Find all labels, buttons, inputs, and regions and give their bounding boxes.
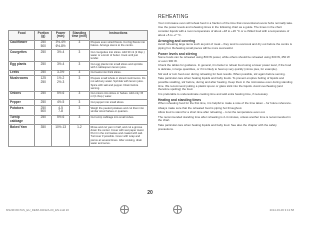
section-heading: Arranging and covering — [158, 38, 196, 43]
standing-time-cell: 3 — [70, 61, 89, 70]
food-cell: Baked Yam — [9, 125, 35, 147]
food-cell: Leeks — [9, 70, 35, 76]
instructions-cell: Rinse and cut yam in half, and cut a groove down the center. Cover with wet paper towel. Put it in the microwave and coated with salt. Turnover if possible. Cover with wrap and pierce at several times. After cooking, drain water and serve. — [89, 125, 147, 147]
instructions-cell: Weigh the peeled potatoes and cut them into similar sized halves or quarters. — [89, 106, 147, 116]
instructions-cell: Prepare even sized florets. Cut big florets into halves. Arrange stems to the centre. — [89, 40, 147, 50]
portion-cell: 250 — [35, 70, 52, 76]
section-paragraph: Avoid reheating large items such as joint of meat – they tend to overcook and dry out before the centre is piping hot. Reheating small pieces will be more successful. — [158, 42, 292, 50]
section-paragraph: Some foods can be reheated using 800 W power, while others should be reheated using 600 W, 450 W or even 300 W. — [158, 55, 290, 63]
standing-time-cell: 3 — [70, 100, 89, 106]
power-time-cell: 3½-4½ 6½-8½ — [52, 40, 70, 50]
food-cell: Onions — [9, 91, 35, 100]
portion-cell: 250 — [35, 61, 52, 70]
reheating-section — [158, 14, 293, 132]
power-time-cell: 3-3½ — [52, 70, 70, 76]
power-time-cell: 1½-2 2½-3 — [52, 76, 70, 91]
table-row — [9, 50, 148, 62]
food-cell: Potatoes — [9, 106, 35, 116]
power-time-cell: 3½-4 — [52, 50, 70, 62]
table-row — [9, 40, 148, 50]
section-paragraph: The recommended standing time after reheating is 2-4 minutes, unless another time is recommended in the chart. — [158, 114, 291, 123]
section-paragraph: Always make sure that the reheated food is piping hot throughout. — [158, 105, 243, 110]
section-paragraph: When reheating food for the first time, it is helpful to make a note of the time taken – for future reference. — [158, 101, 292, 106]
section-heading: Heating and standing times — [158, 97, 202, 102]
header-portion: Portion (g) — [35, 31, 52, 41]
table-row — [9, 115, 148, 125]
section-paragraph: Allow food to stand for a short time after reheating – to let the temperature even out. — [158, 110, 266, 115]
standing-time-cell: 3 — [70, 70, 89, 76]
section-heading: Power levels and stirring — [158, 51, 198, 56]
portion-cell: 125 250 — [35, 76, 52, 91]
food-cell: Turnip cabbage — [9, 115, 35, 125]
portion-cell: 250 — [35, 100, 52, 106]
power-time-cell: 4½-5 — [52, 100, 70, 106]
reheating-intro-2: Use the power levels and reheating times in the following chart as a guide. The times in the chart consider liquids with a room temperature of about +18 to +20 °C or a chilled food with a temperature of about +5 to +7 °C. — [158, 25, 290, 37]
standing-time-cell: 3 — [70, 50, 89, 62]
portion-cell: 250 500 — [35, 40, 52, 50]
section-paragraph: Check the tables for guidance. In general, it is better to reheat food using a lower power level, if the food is delicate, in large quantities, or if it is likely to heat up very quickly (mince pies, for example). — [158, 63, 292, 72]
power-time-cell: 3½-4 — [52, 61, 70, 70]
reheating-intro: Your microwave oven will reheat food in a fraction of the time that conventional ovens hobs normally take. — [158, 20, 293, 25]
standing-time-cell: 3 — [70, 115, 89, 125]
portion-cell: 350 — [35, 125, 52, 147]
section-paragraph: Take particular care when heating liquids and baby food. See also the chapter with the safety precautions. — [158, 122, 277, 131]
power-time-cell: 10½-13 — [52, 125, 70, 147]
power-time-cell: 5½-6 — [52, 115, 70, 125]
portion-cell: 250 — [35, 91, 52, 100]
header-food: Food — [9, 31, 35, 41]
footer-timestamp: 2014-03-06 3:13:58 — [269, 208, 294, 212]
portion-cell: 250 — [35, 115, 52, 125]
footer-file-name: MS23F301TAS_EU_DE68-04192A-00_EN.indd 20 — [6, 208, 69, 212]
food-cell: Mushrooms — [9, 76, 35, 91]
header-standing-time: Standing time (min) — [70, 31, 89, 41]
page-number: 20 — [147, 190, 153, 196]
instructions-cell: Cut courgettes into slices. Add 30 ml (2 tbsp.) water or a knob of butter. Cook until just tender. — [89, 50, 147, 62]
instructions-cell: Cut egg plants into small slices and sprinkle with 1 tablespoon lemon juice. — [89, 61, 147, 70]
portion-cell: 250 — [35, 50, 52, 62]
instructions-cell: Cut leeks into thick slices. — [89, 70, 147, 76]
header-instructions: Instructions — [89, 31, 147, 41]
section-paragraph: Stir well or turn food over during reheating for best results. When possible, stir again before serving. — [158, 71, 286, 76]
standing-time-cell: 1-2 — [70, 125, 89, 147]
print-footer — [6, 208, 294, 212]
power-time-cell: 4-5 7-8 — [52, 106, 70, 116]
power-time-cell: 5½-6 — [52, 91, 70, 100]
table-row — [9, 91, 148, 100]
food-cell: Courgettes — [9, 50, 35, 62]
table-header-row — [9, 31, 148, 41]
standing-time-cell: 3 — [70, 76, 89, 91]
instructions-cell: Cut pepper into small slices. — [89, 100, 147, 106]
reheating-title: REHEATING — [158, 14, 189, 20]
instructions-cell: Prepare small whole or sliced mushrooms. Do not add any water. Sprinkle with lemon juice. Spice with salt and pepper. Drain before serving. — [89, 76, 147, 91]
header-power: Power (min) — [52, 31, 70, 41]
instructions-cell: Cut turnip cabbage into small cubes. — [89, 115, 147, 125]
section-paragraph: It is preferable to underestimate cooking time and add extra heating time, if necessary. — [158, 91, 269, 96]
standing-time-cell: 3 — [70, 40, 89, 50]
portion-cell: 250 500 — [35, 106, 52, 116]
instructions-cell: Cut onions into slices or halves. Add only 15 ml (1 tbsp.) water. — [89, 91, 147, 100]
table-row — [9, 106, 148, 116]
vegetable-cooking-table — [8, 30, 148, 147]
standing-time-cell: 3 — [70, 91, 89, 100]
table-row — [9, 61, 148, 70]
table-row — [9, 125, 148, 147]
food-cell: Cauliflower — [9, 40, 35, 50]
section-paragraph: Take particular care when heating liquids and baby foods. To prevent eruptive boiling of liquids and possible scalding, stir before, during and after heating. Keep them in the microwave oven during standing time. We recommend putting a plastic spoon or glass stick into the liquids. Avoid overheating (and therefore spoiling) the food. — [158, 76, 293, 92]
food-cell: Pepper — [9, 100, 35, 106]
standing-time-cell: 3 — [70, 106, 89, 116]
table-row — [9, 76, 148, 91]
food-cell: Egg plants — [9, 61, 35, 70]
